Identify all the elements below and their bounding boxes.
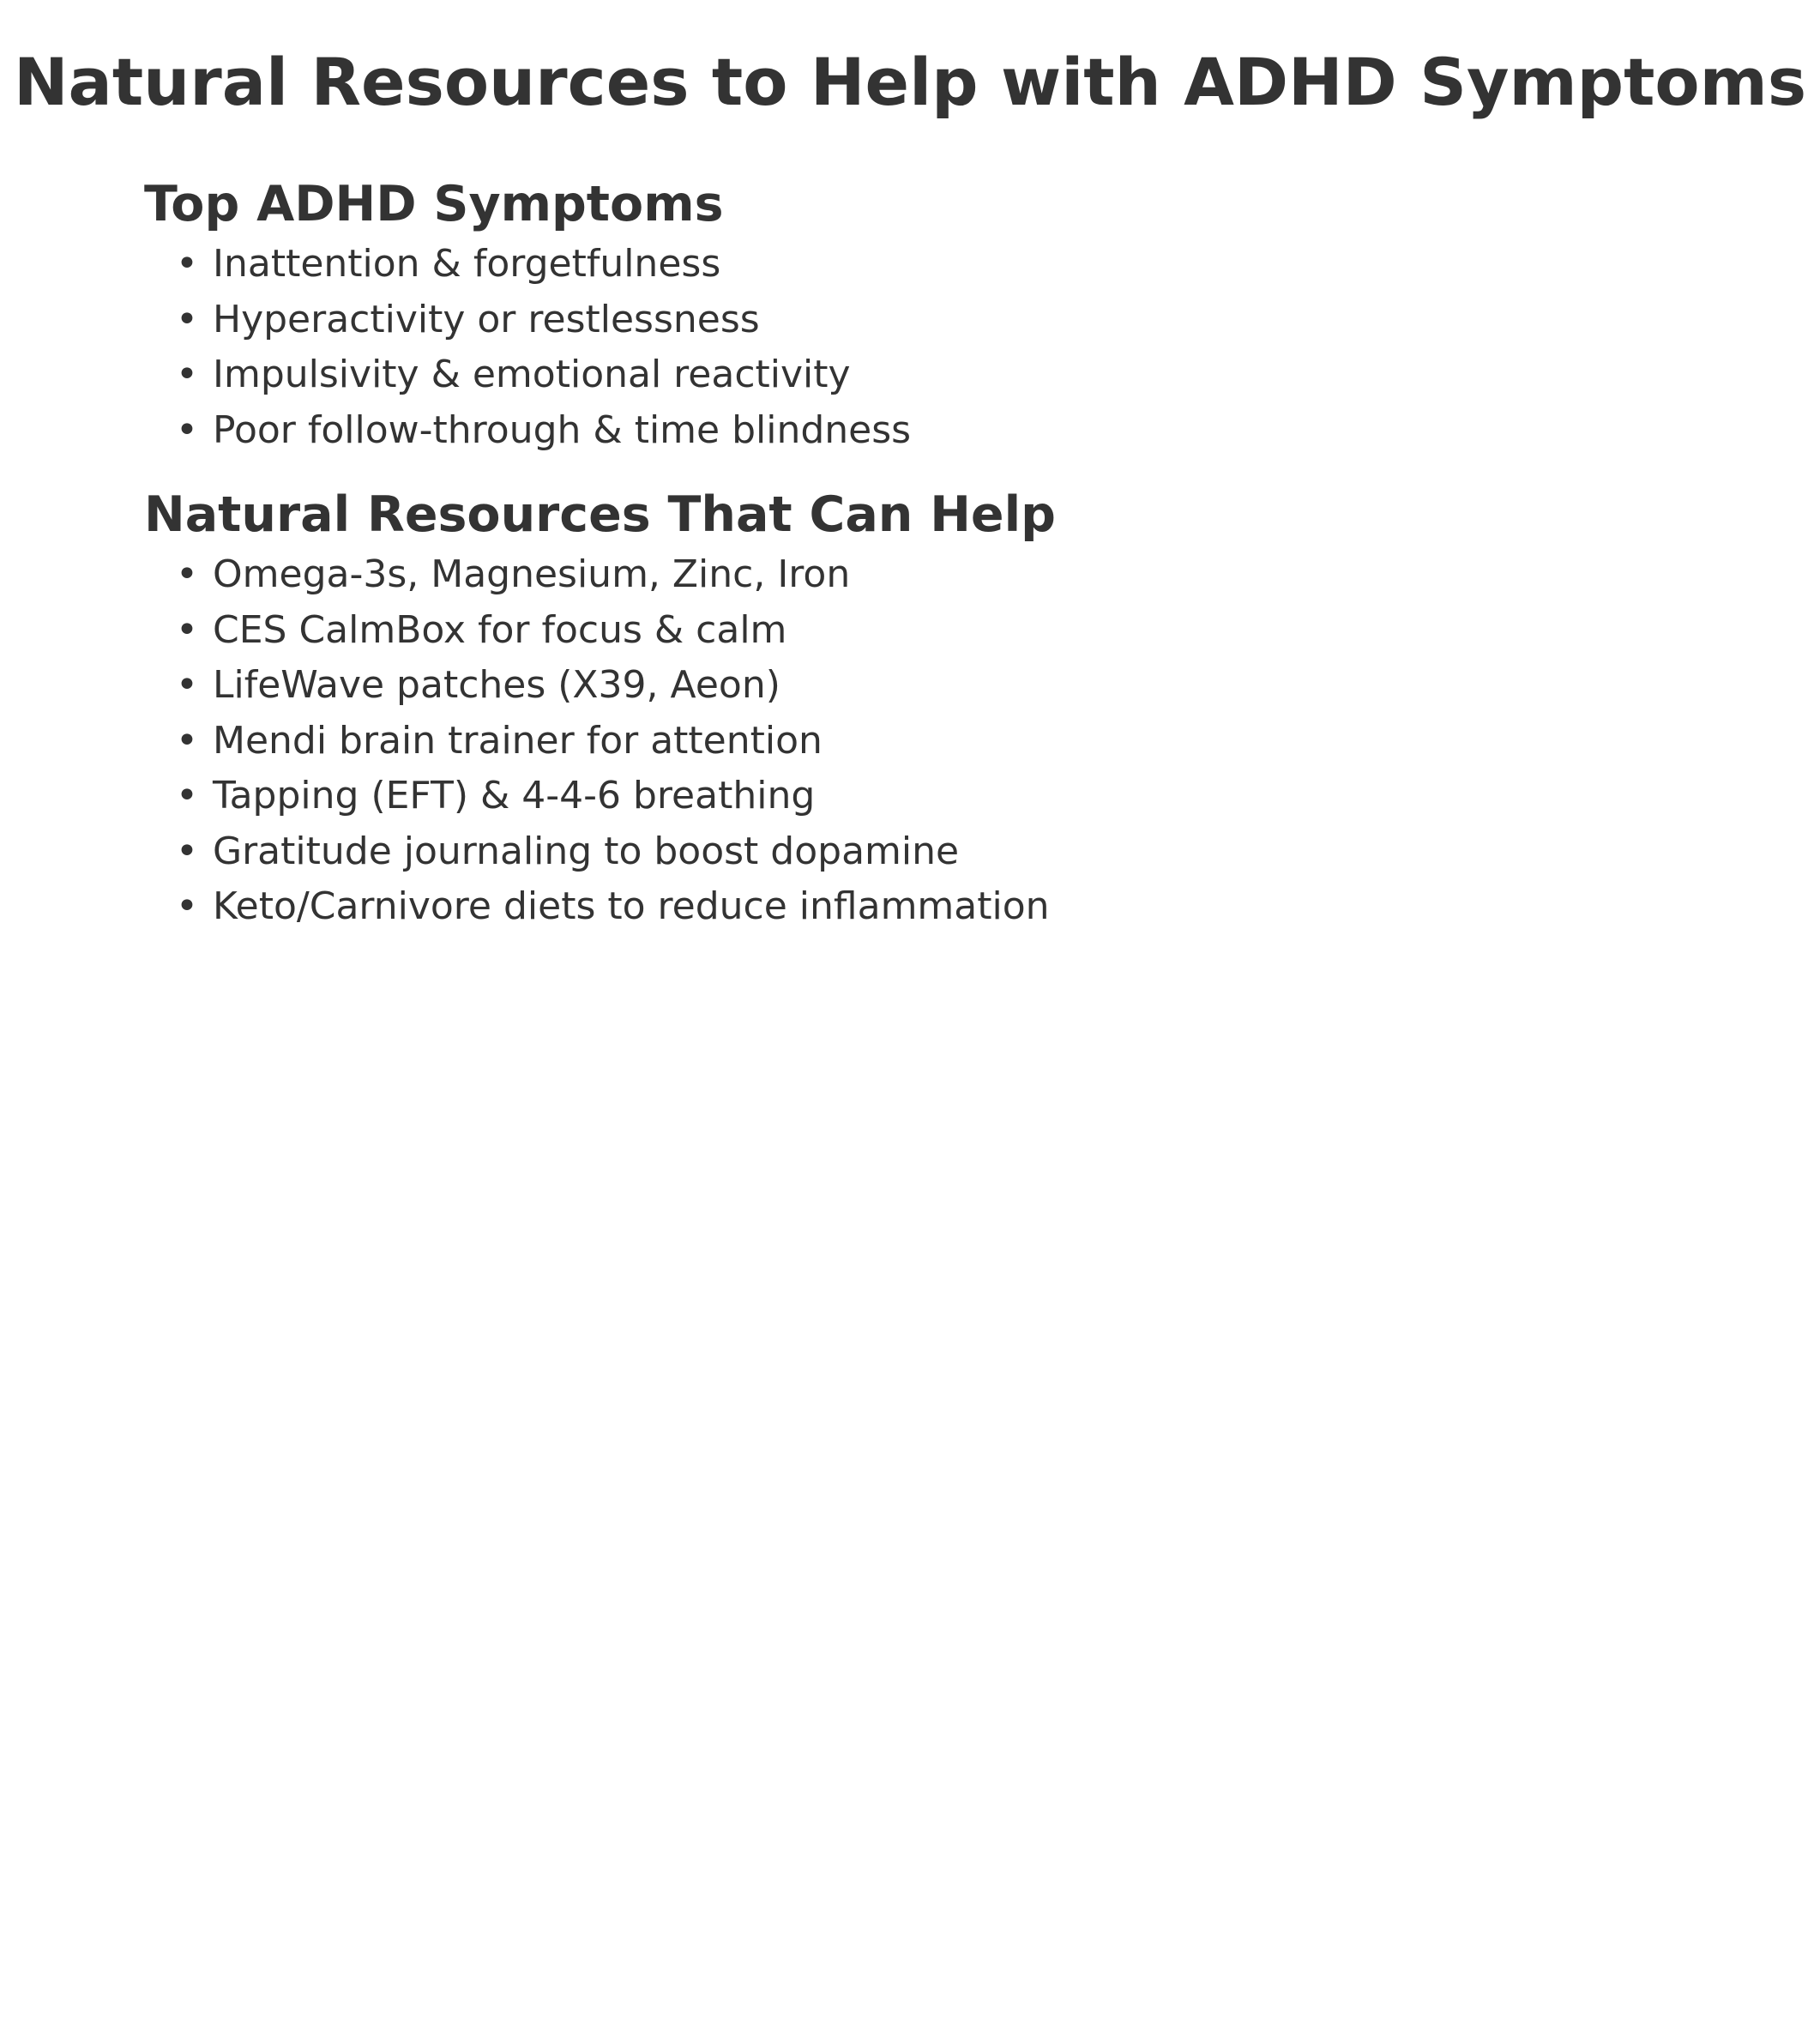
bullet-icon: •	[176, 718, 198, 763]
list-item	[144, 603, 1774, 659]
list-item-text: Poor follow-through & time blindness	[213, 407, 912, 452]
list-item	[144, 824, 1774, 880]
page-title: Natural Resources to Help with ADHD Symptoms	[13, 44, 1807, 120]
list-item-text: Hyperactivity or restlessness	[213, 297, 760, 341]
list-item-text: Impulsivity & emotional reactivity	[213, 353, 851, 396]
bullet-icon: •	[176, 607, 198, 652]
symptoms-section	[144, 172, 1774, 458]
list-item-text: Inattention & forgetfulness	[213, 242, 721, 286]
bullet-icon: •	[176, 552, 198, 596]
list-item	[144, 879, 1774, 935]
list-item	[144, 769, 1774, 824]
symptoms-list	[144, 237, 1774, 458]
list-item-text: CES CalmBox for focus & calm	[213, 607, 787, 652]
list-item-text: Omega-3s, Magnesium, Zinc, Iron	[213, 552, 851, 596]
list-item-text: Keto/Carnivore diets to reduce inflammation	[213, 884, 1050, 928]
list-item	[144, 714, 1774, 769]
bullet-icon: •	[176, 353, 198, 396]
list-item-text: Mendi brain trainer for attention	[213, 718, 823, 763]
list-item	[144, 237, 1774, 293]
bullet-icon: •	[176, 297, 198, 341]
list-item-text: Tapping (EFT) & 4-4-6 breathing	[213, 774, 816, 817]
resources-section	[144, 482, 1774, 935]
list-item-text: LifeWave patches (X39, Aeon)	[213, 663, 780, 707]
resources-list	[144, 547, 1774, 935]
bullet-icon: •	[176, 407, 198, 452]
bullet-icon: •	[176, 774, 198, 817]
list-item	[144, 347, 1774, 403]
list-item-text: Gratitude journaling to boost dopamine	[213, 829, 960, 873]
list-item	[144, 293, 1774, 348]
list-item	[144, 547, 1774, 603]
bullet-icon: •	[176, 884, 198, 928]
list-item	[144, 658, 1774, 714]
list-item	[144, 403, 1774, 459]
bullet-icon: •	[176, 829, 198, 873]
resources-heading: Natural Resources That Can Help	[144, 486, 1056, 543]
bullet-icon: •	[176, 242, 198, 286]
symptoms-heading: Top ADHD Symptoms	[144, 176, 724, 232]
bullet-icon: •	[176, 663, 198, 707]
